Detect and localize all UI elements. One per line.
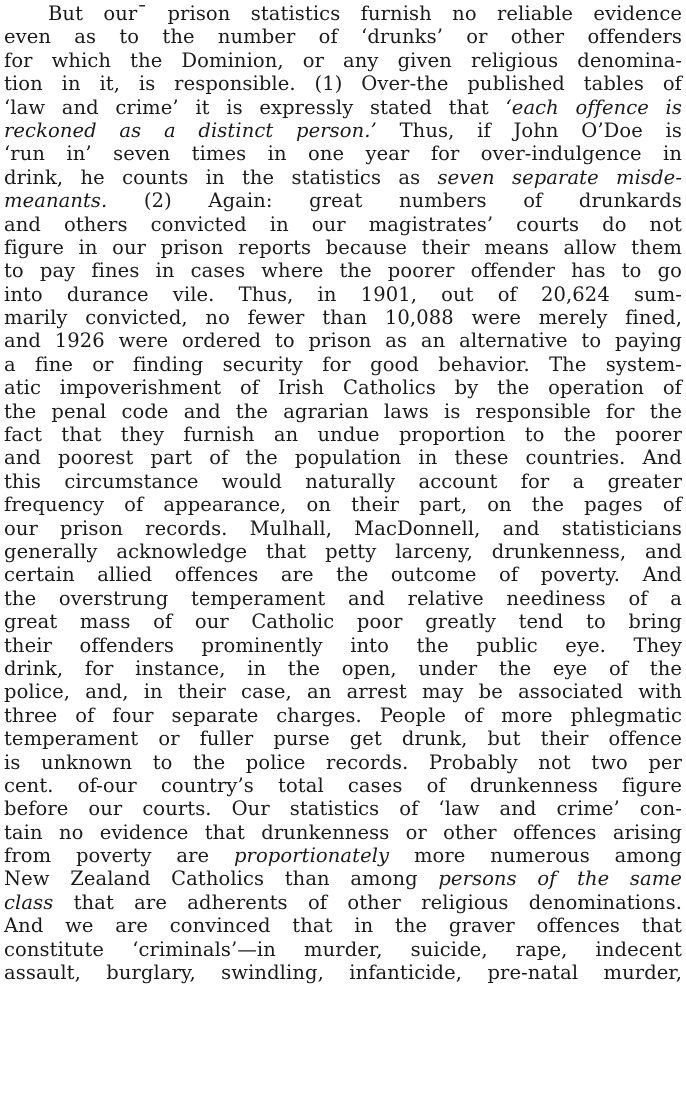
text-line [4, 704, 682, 727]
text-segment: ‘run in’ seven times in one year for over-indulgence in [4, 142, 682, 166]
italic-text: seven separate misde- [437, 165, 683, 189]
text-segment: the penal code and the agrarian laws is responsible for the [4, 399, 682, 423]
text-line [4, 517, 682, 540]
text-segment: temperament or fuller purse get drunk, but their offence [4, 727, 682, 751]
text-line [4, 821, 682, 844]
text-segment: And we are convinced that in the graver offences that [4, 914, 682, 938]
text-line [4, 423, 682, 446]
text-line [4, 587, 682, 610]
text-segment: is unknown to the police records. Probably not two per [4, 750, 682, 774]
text-line [4, 891, 682, 914]
text-line [4, 844, 682, 867]
text-segment: from poverty are [4, 844, 234, 868]
text-line [4, 727, 682, 750]
text-segment: frequency of appearance, on their part, on the pages of [4, 493, 682, 517]
italic-text: persons of the same [438, 867, 682, 891]
text-segment: New Zealand Catholics than among [4, 867, 439, 891]
italic-text: proportionately [233, 844, 390, 868]
text-line [4, 49, 682, 72]
text-line [4, 25, 682, 48]
text-segment: this circumstance would naturally account for a greater [4, 469, 682, 493]
text-segment: police, and, in their case, an arrest may be associated with [4, 680, 682, 704]
text-line [4, 867, 682, 890]
text-segment: marily convicted, no fewer than 10,088 were merely fined, [4, 306, 682, 330]
text-line [4, 166, 682, 189]
text-segment: cent. of-our country’s total cases of drunkenness figure [4, 773, 682, 797]
text-segment: (2) Again: great numbers of drunkards [107, 189, 682, 213]
text-line [4, 96, 682, 119]
text-segment: that are adherents of other religious denominations. [53, 890, 682, 914]
text-line [4, 400, 682, 423]
text-line [4, 446, 682, 469]
text-segment: Thus, if John O’Doe is [376, 118, 682, 142]
text-segment: But our¯ prison statistics furnish no reliable evidence [48, 2, 682, 25]
text-segment: more numerous among [389, 844, 682, 868]
text-segment: even as to the number of ‘drunks’ or other offenders [4, 25, 682, 49]
text-line [4, 213, 682, 236]
text-line [4, 610, 682, 633]
text-line [4, 657, 682, 680]
text-segment: generally acknowledge that petty larceny, drunkenness, and [4, 539, 682, 563]
text-line [4, 376, 682, 399]
text-line [4, 680, 682, 703]
text-segment: ‘law and crime’ it is expressly stated that [4, 95, 506, 119]
text-segment: and others convicted in our magistrates’ courts do not [4, 212, 682, 236]
text-line [4, 563, 682, 586]
italic-text: ‘each offence is [505, 95, 683, 119]
text-segment: great mass of our Catholic poor greatly tend to bring [4, 610, 682, 634]
text-segment: tain no evidence that drunkenness or other offences arising [4, 820, 682, 844]
text-segment: certain allied offences are the outcome of poverty. And [4, 563, 682, 587]
text-line [4, 283, 682, 306]
text-line [4, 353, 682, 376]
text-segment: before our courts. Our statistics of ‘law and crime’ con- [4, 797, 682, 821]
text-segment: constitute ‘criminals’—in murder, suicide, rape, indecent [4, 937, 682, 961]
text-segment: and poorest part of the population in these countries. And [4, 446, 682, 470]
text-segment: our prison records. Mulhall, MacDonnell, and statisticians [4, 516, 682, 540]
italic-text: reckoned as a distinct person.’ [4, 118, 377, 142]
text-line [4, 634, 682, 657]
text-line [4, 961, 682, 984]
text-line [4, 797, 682, 820]
italic-text: meanants. [4, 189, 108, 213]
text-segment: the overstrung temperament and relative neediness of a [4, 586, 682, 610]
text-line [4, 540, 682, 563]
text-segment: atic impoverishment of Irish Catholics by the operation of [4, 376, 682, 400]
text-line [4, 2, 682, 25]
text-segment: drink, for instance, in the open, under the eye of the [4, 656, 682, 680]
text-line [4, 119, 682, 142]
text-line [4, 774, 682, 797]
text-segment: three of four separate charges. People of more phlegmatic [4, 703, 682, 727]
text-line [4, 493, 682, 516]
text-line [4, 470, 682, 493]
text-line [4, 938, 682, 961]
text-line [4, 142, 682, 165]
text-segment: into durance vile. Thus, in 1901, out of 20,624 sum- [4, 282, 682, 306]
text-segment: and 1926 were ordered to prison as an alternative to paying [4, 329, 682, 353]
text-segment: figure in our prison reports because their means allow them [4, 235, 682, 259]
text-segment: a fine or finding security for good behavior. The system- [4, 352, 682, 376]
text-line [4, 189, 682, 212]
text-segment: tion in it, is responsible. (1) Over-the published tables of [4, 72, 682, 96]
text-segment: fact that they furnish an undue proportion to the poorer [4, 423, 682, 447]
text-segment: to pay fines in cases where the poorer offender has to go [4, 259, 682, 283]
text-line [4, 914, 682, 937]
text-segment: their offenders prominently into the public eye. They [4, 633, 682, 657]
text-segment: drink, he counts in the statistics as [4, 165, 438, 189]
text-segment: assault, burglary, swindling, infanticide, pre-natal murder, [4, 961, 682, 985]
text-line [4, 72, 682, 95]
text-line [4, 259, 682, 282]
text-line [4, 306, 682, 329]
text-line [4, 329, 682, 352]
text-segment: for which the Dominion, or any given religious denomina- [4, 48, 682, 72]
body-text [4, 2, 682, 984]
text-line [4, 236, 682, 259]
italic-text: class [4, 890, 54, 914]
text-line [4, 751, 682, 774]
